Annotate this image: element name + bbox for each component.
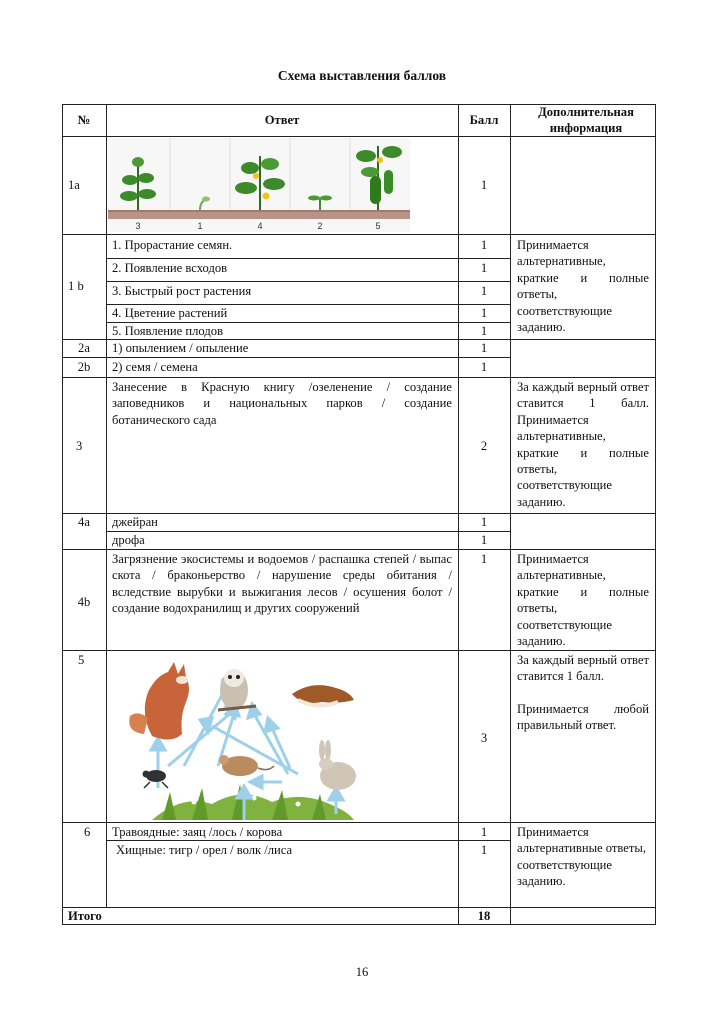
total-label: Итого [68, 909, 102, 923]
plant-label: 1 [197, 221, 203, 231]
row-divider [62, 234, 656, 235]
page-title: Схема выставления баллов [277, 68, 447, 83]
score-2b: 1 [480, 360, 488, 374]
row-divider [106, 531, 510, 532]
row-num-3: 3 [76, 439, 83, 453]
answer-2a: 1) опылением / опыление [112, 341, 249, 355]
scoring-table [62, 104, 656, 925]
answer-1b-5: 5. Появление плодов [112, 324, 224, 338]
food-web-image [122, 654, 362, 820]
score-1b-3: 1 [480, 284, 488, 298]
plant-label: 5 [375, 221, 381, 231]
row-divider [62, 907, 656, 908]
answer-1b-4: 4. Цветение растений [112, 306, 228, 320]
header-score: Балл [469, 113, 499, 127]
score-3: 2 [480, 439, 488, 453]
row-divider [106, 281, 510, 282]
score-1b-5: 1 [480, 324, 488, 338]
score-6-1: 1 [480, 825, 488, 839]
answer-4a-2: дрофа [112, 533, 145, 547]
score-5: 3 [480, 731, 488, 745]
row-num-6: 6 [84, 825, 91, 839]
answer-1b-3: 3. Быстрый рост растения [112, 284, 252, 298]
plant-label: 3 [135, 221, 141, 231]
score-2a: 1 [480, 341, 488, 355]
answer-2b: 2) семя / семена [112, 360, 198, 374]
row-num-1b: 1 b [68, 279, 84, 293]
answer-6-2: Хищные: тигр / орел / волк /лиса [116, 843, 293, 857]
row-divider [62, 650, 656, 651]
table-border-bottom [62, 924, 656, 925]
header-number: № [77, 113, 91, 127]
answer-1b-1: 1. Прорастание семян. [112, 238, 233, 252]
row-divider [62, 822, 656, 823]
row-divider [62, 377, 656, 378]
row-num-1a: 1a [68, 178, 80, 192]
score-4a-1: 1 [480, 515, 488, 529]
answer-4a-1: джейран [112, 515, 158, 529]
answer-3: Занесение в Красную книгу /озеленение / создание заповедников и национальных парков / создание ботанического сада [112, 380, 452, 427]
col-divider-1 [106, 104, 107, 907]
info-6: Принимается альтернативные ответы, соответствующие заданию. [517, 825, 646, 889]
plant-label: 2 [317, 221, 323, 231]
row-num-2a: 2a [78, 341, 90, 355]
total-score: 18 [477, 909, 491, 923]
score-4b: 1 [480, 552, 488, 566]
header-answer: Ответ [264, 113, 300, 127]
score-1b-4: 1 [480, 306, 488, 320]
answer-6-1: Травоядные: заяц /лось / корова [112, 825, 283, 839]
answer-1b-2: 2. Появление всходов [112, 261, 228, 275]
row-divider [62, 549, 656, 550]
info-5-1: За каждый верный ответ ставится 1 балл. [517, 653, 649, 684]
row-num-4b: 4b [77, 595, 91, 609]
info-5-2: Принимается любой правильный ответ. [517, 702, 649, 733]
row-divider [62, 357, 510, 358]
row-num-4a: 4a [78, 515, 90, 529]
page-number: 16 [355, 965, 369, 979]
answer-4b: Загрязнение экосистемы и водоемов / распашка степей / выпас скота / браконьерство / нарушение среды обитания / вследствие вырубки и выжигания лесов / осушения болот / создание водохранилищ и других сооружений [112, 552, 452, 616]
info-1b: Принимается альтернативные, краткие и полные ответы, соответствующие заданию. [517, 238, 649, 335]
row-divider [106, 258, 510, 259]
row-num-5: 5 [78, 653, 85, 667]
row-num-2b: 2b [77, 360, 91, 374]
table-border-right [655, 104, 656, 925]
header-info: Дополнительная информация [538, 105, 634, 136]
score-1b-2: 1 [480, 261, 488, 275]
score-1a: 1 [480, 178, 488, 192]
score-6-2: 1 [480, 843, 488, 857]
info-3: За каждый верный ответ ставится 1 балл. Принимается альтернативные, краткие и полные ответы, соответствующие заданию. [517, 380, 649, 509]
plant-label: 4 [257, 221, 263, 231]
info-4b: Принимается альтернативные, краткие и полные ответы, соответствующие заданию. [517, 552, 649, 649]
col-divider-3 [510, 104, 511, 925]
score-4a-2: 1 [480, 533, 488, 547]
plant-growth-image [108, 138, 410, 232]
score-1b-1: 1 [480, 238, 488, 252]
